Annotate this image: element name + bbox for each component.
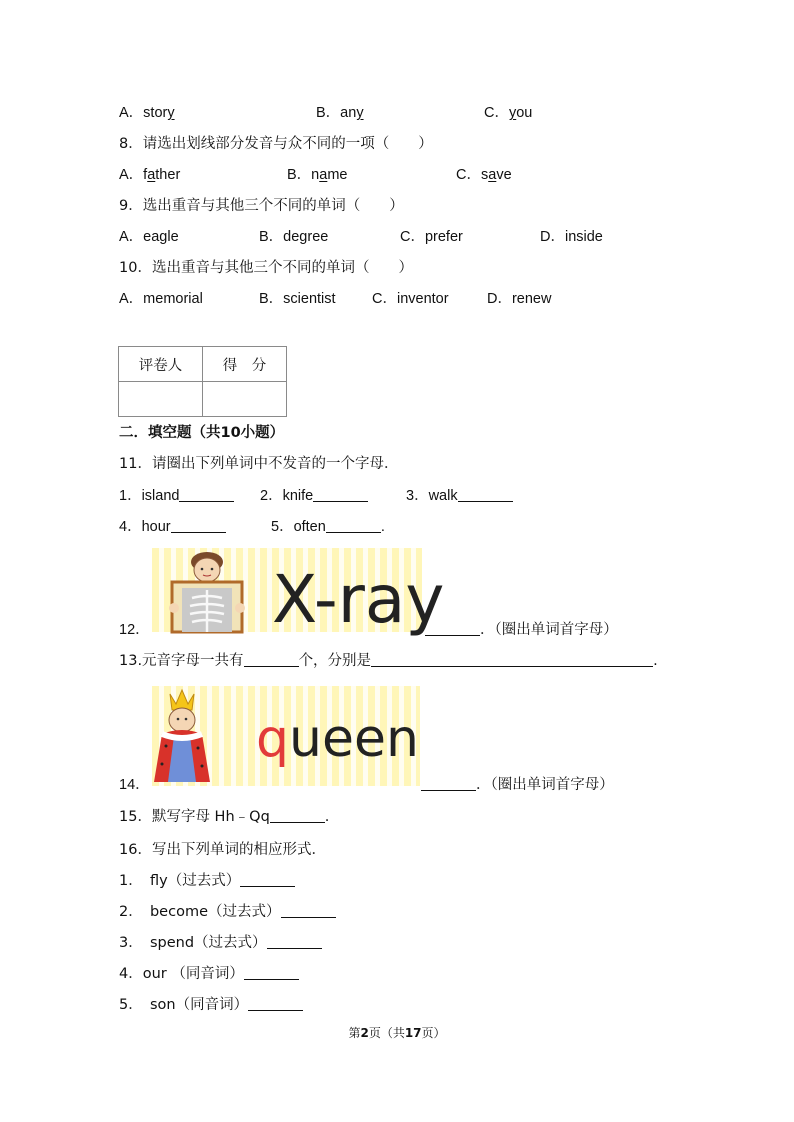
- q9-option-d: D．inside: [540, 229, 603, 245]
- q10-option-d: D．renew: [487, 291, 552, 307]
- q8-stem: 8．请选出划线部分发音与众不同的一项（ ）: [119, 136, 433, 152]
- xray-picture: [152, 548, 445, 638]
- queen-illustration: [152, 686, 420, 786]
- q11-item-5: 5．often .: [271, 516, 385, 538]
- xray-illustration: [152, 548, 445, 638]
- page-footer: 第2页（共17页）: [348, 1026, 446, 1040]
- score-cell: [203, 382, 287, 417]
- q12-number: 12．: [119, 622, 150, 638]
- q8-option-b: B．name: [287, 167, 348, 183]
- q8-option-c: C．save: [456, 167, 512, 183]
- q9-stem: 9．选出重音与其他三个不同的单词（ ）: [119, 198, 404, 214]
- section-title: 二．填空题（共10小题）: [119, 425, 285, 441]
- q16-item-1: 1． fly（过去式）: [119, 870, 295, 892]
- q9-option-c: C．prefer: [400, 229, 463, 245]
- q9-option-a: A．eagle: [119, 229, 179, 245]
- queen-first-letter: q: [256, 709, 290, 769]
- score-table: [118, 346, 287, 417]
- q14-number: 14．: [119, 777, 150, 793]
- q11-item-2: 2．knife: [260, 485, 368, 507]
- q16-item-2: 2． become（过去式）: [119, 901, 336, 923]
- q16-stem: 16．写出下列单词的相应形式．: [119, 842, 326, 858]
- q10-option-a: A．memorial: [119, 291, 203, 307]
- queen-icon: [154, 690, 210, 782]
- q7-option-c: C．you: [484, 105, 533, 121]
- grader-cell: [119, 382, 203, 417]
- xray-word: X-ray: [272, 561, 445, 638]
- queen-word: queen: [256, 709, 419, 769]
- q12-answer: ．（圈出单词首字母）: [425, 619, 618, 641]
- q11-item-3: 3．walk: [406, 485, 513, 507]
- grader-header: 评卷人: [119, 347, 203, 382]
- q16-item-4: 4．our （同音词）: [119, 963, 299, 985]
- q7-option-b: B．any: [316, 105, 364, 121]
- q15-line: 15．默写字母 Hh﹣Qq .: [119, 806, 329, 828]
- q11-item-1: 1．island: [119, 485, 234, 507]
- q7-option-a: A．story: [119, 105, 175, 121]
- boy-icon: [169, 552, 245, 632]
- q8-option-a: A．father: [119, 167, 181, 183]
- q10-stem: 10．选出重音与其他三个不同的单词（ ）: [119, 260, 413, 276]
- q10-option-b: B．scientist: [259, 291, 336, 307]
- q13-line: 13.元音字母一共有 个，分别是 .: [119, 650, 658, 672]
- q10-option-c: C．inventor: [372, 291, 449, 307]
- queen-picture: [152, 686, 420, 786]
- q14-answer: ．（圈出单词首字母）: [421, 774, 614, 796]
- q11-item-4: 4．hour: [119, 516, 226, 538]
- q9-option-b: B．degree: [259, 229, 329, 245]
- q11-stem: 11．请圈出下列单词中不发音的一个字母．: [119, 456, 399, 472]
- score-header: 得 分: [203, 347, 287, 382]
- q16-item-5: 5． son（同音词）: [119, 994, 303, 1016]
- q16-item-3: 3． spend（过去式）: [119, 932, 322, 954]
